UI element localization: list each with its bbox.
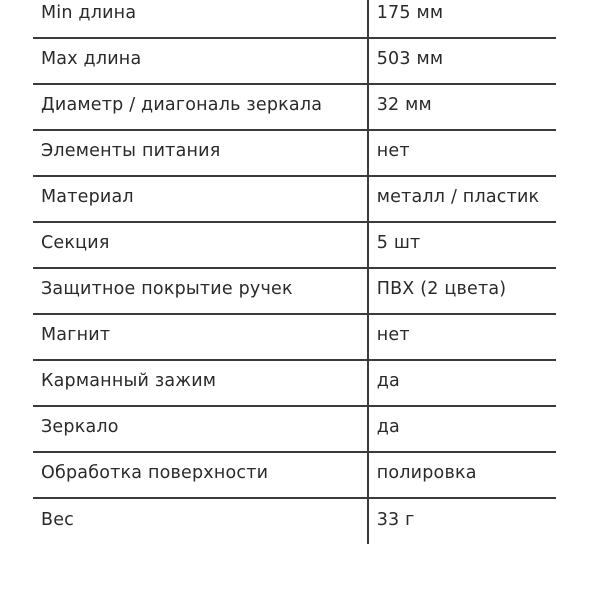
spec-value: полировка (368, 452, 556, 498)
table-row (33, 268, 556, 314)
table-row (33, 406, 556, 452)
table-row (33, 360, 556, 406)
table-row (33, 176, 556, 222)
spec-value: ПВХ (2 цвета) (368, 268, 556, 314)
spec-label: Карманный зажим (33, 360, 368, 406)
table-row (33, 84, 556, 130)
spec-value: да (368, 406, 556, 452)
table-row (33, 498, 556, 544)
spec-value: 33 г (376, 509, 415, 530)
spec-value: нет (368, 130, 556, 176)
spec-value: нет (368, 314, 556, 360)
spec-value: металл / пластик (368, 176, 556, 222)
table-row (33, 452, 556, 498)
spec-value: 32 мм (368, 84, 556, 130)
spec-label: Зеркало (33, 406, 368, 452)
table-row (33, 222, 556, 268)
table-row (33, 0, 556, 38)
spec-value: да (368, 360, 556, 406)
table-row (33, 130, 556, 176)
spec-label: Вес (33, 498, 368, 544)
spec-label: Магнит (33, 314, 368, 360)
spec-value: 175 мм (368, 0, 556, 38)
spec-label: Элементы питания (33, 130, 368, 176)
spec-label: Защитное покрытие ручек (33, 268, 368, 314)
table-row (33, 314, 556, 360)
spec-label: Секция (33, 222, 368, 268)
spec-label: Обработка поверхности (33, 452, 368, 498)
spec-label: Max длина (33, 38, 368, 84)
specification-table (33, 0, 556, 544)
spec-label: Диаметр / диагональ зеркала (33, 84, 368, 130)
table-row (33, 38, 556, 84)
spec-value: 5 шт (368, 222, 556, 268)
spec-label: Min длина (33, 0, 368, 38)
spec-value: 503 мм (368, 38, 556, 84)
spec-label: Материал (33, 176, 368, 222)
